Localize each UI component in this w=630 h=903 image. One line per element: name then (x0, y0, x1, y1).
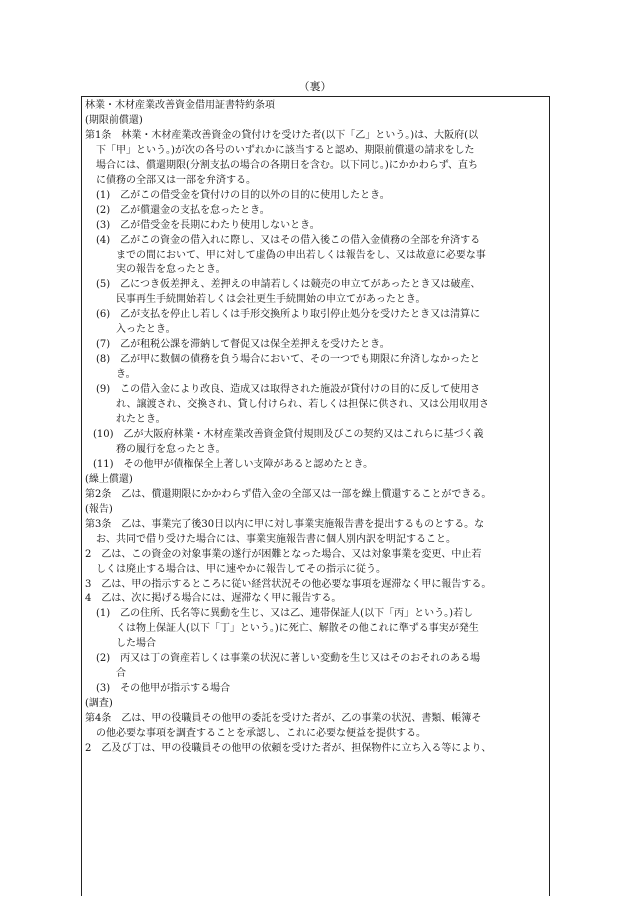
clause-line: 務の履行を怠ったとき。 (116, 443, 226, 455)
clause-line: (4) 乙がこの資金の借入れに際し、又はその借入後この借入金債務の全部を弁済する (96, 234, 481, 246)
clause-line: き。 (116, 369, 136, 381)
clause-line: 2 乙及び丁は、甲の役職員その他甲の依頼を受けた者が、担保物件に立ち入る等により、 (85, 742, 492, 754)
clause-line: (10) 乙が大阪府林業・木材産業改善資金貸付規則及びこの契約又はこれらに基づく義 (93, 428, 484, 440)
clause-line: (1) 乙がこの借受金を貸付けの目的以外の目的に使用したとき。 (96, 189, 390, 201)
clause-line: (8) 乙が甲に数個の債務を負う場合において、その一つでも期限に弁済しなかったと (96, 354, 480, 366)
clause-line: (1) 乙の住所、氏名等に異動を生じ、又は乙、連帯保証人(以下「丙」という。)若し (96, 608, 473, 620)
clause-line: れたとき。 (116, 414, 166, 426)
clause-line: 第2条 乙は、償還期限にかかわらず借入金の全部又は一部を繰上償還することができる。 (85, 488, 492, 500)
clause-line: に債務の全部又は一部を弁済する。 (96, 174, 256, 186)
clause-line: 合 (116, 668, 126, 680)
clause-line: の他必要な事項を調査することを承認し、これに必要な便益を提供する。 (96, 728, 426, 740)
clause-line: 4 乙は、次に掲げる場合には、遅滞なく甲に報告する。 (85, 593, 342, 605)
clause-line: れ、譲渡され、交換され、貸し付けられ、若しくは担保に供され、又は公用収用さ (116, 399, 489, 411)
clause-line: した場合 (116, 638, 156, 650)
clause-line: くは物上保証人(以下「丁」という。)に死亡、解散その他これに準ずる事実が発生 (116, 623, 479, 635)
clause-line: 入ったとき。 (116, 324, 176, 336)
clause-line: 実の報告を怠ったとき。 (116, 264, 226, 276)
clause-line: 3 乙は、甲の指示するところに従い経営状況その他必要な事項を遅滞なく甲に報告する。 (85, 578, 492, 590)
clause-line: 民事再生手続開始若しくは会社更生手続開始の申立てがあったとき。 (116, 294, 426, 306)
page-heading: （裏） (298, 80, 332, 93)
clause-line: (調査) (85, 698, 113, 710)
clause-line: 第1条 林業・木材産業改善資金の貸付けを受けた者(以下「乙」という。)は、大阪府(以 (85, 129, 479, 141)
clause-line: お、共同で借り受けた場合には、事業実施報告書に個人別内訳を明記すること。 (96, 533, 456, 545)
clause-line: (6) 乙が支払を停止し若しくは手形交換所より取引停止処分を受けたとき又は清算に (96, 309, 481, 321)
clause-line: 場合には、償還期限(分割支払の場合の各期日を含む。以下同じ。)にかかわらず、直ち (96, 159, 479, 171)
clause-line: (2) 丙又は丁の資産若しくは事業の状況に著しい変動を生じ又はそのおそれのある場 (96, 653, 481, 665)
clause-line: (9) この借入金により改良、造成又は取得された施設が貸付けの目的に反して使用さ (96, 384, 481, 396)
clause-line: 林業・木材産業改善資金借用証書特約条項 (85, 100, 275, 111)
clause-line: 下「甲」という。)が次の各号のいずれかに該当すると認め、期限前償還の請求をした (96, 144, 475, 156)
clause-line: (7) 乙が租税公課を滞納して督促又は保全差押えを受けたとき。 (96, 339, 390, 351)
clause-line: (2) 乙が償還金の支払を怠ったとき。 (96, 204, 270, 216)
clause-line: しくは廃止する場合は、甲に速やかに報告してその指示に従う。 (96, 563, 386, 575)
clause-line: 第3条 乙は、事業完了後30日以内に甲に対し事業実施報告書を提出するものとする。な (85, 518, 485, 530)
clause-line: (3) その他甲が指示する場合 (96, 683, 231, 695)
clause-line: (3) 乙が借受金を長期にわたり使用しないとき。 (96, 219, 320, 231)
clause-line: (11) その他甲が債権保全上著しい支障があると認めたとき。 (93, 458, 374, 470)
clause-line: (期限前償還) (85, 114, 143, 126)
clause-line: (5) 乙につき仮差押え、差押えの申請若しくは競売の申立てがあったとき又は破産、 (96, 279, 481, 291)
clause-line: までの間において、甲に対して虚偽の申出若しくは報告をし、又は故意に必要な事 (116, 249, 486, 261)
clause-line: (繰上償還) (85, 473, 133, 485)
clause-line: (報告) (85, 503, 113, 515)
clause-line: 第4条 乙は、甲の役職員その他甲の委託を受けた者が、乙の事業の状況、書類、帳簿そ (85, 713, 482, 725)
clause-content (85, 99, 550, 757)
clause-line: 2 乙は、この資金の対象事業の遂行が困難となった場合、又は対象事業を変更、中止若 (85, 548, 482, 560)
